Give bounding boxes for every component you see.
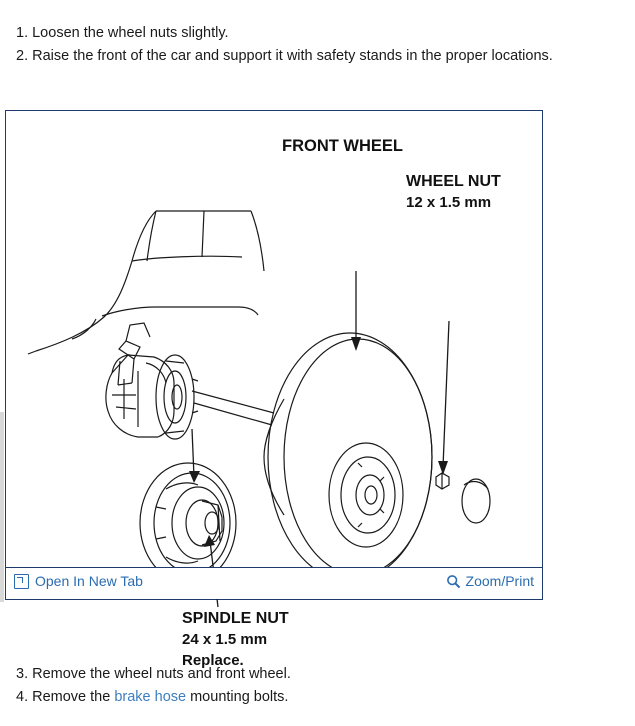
step-3: 3. Remove the wheel nuts and front wheel. [16, 666, 291, 682]
step-2: 2. Raise the front of the car and support it with safety stands in the proper locations. [16, 48, 553, 64]
wheel-nut-spec-label: 12 x 1.5 mm [406, 194, 492, 211]
open-in-new-tab-icon [14, 574, 29, 589]
step-4-suffix: mounting bolts. [186, 689, 289, 705]
spindle-nut-note-label: Replace. [182, 652, 244, 669]
figure-panel [5, 110, 543, 669]
steps-before-figure [0, 0, 635, 68]
step-1: 1. Loosen the wheel nuts slightly. [16, 25, 229, 41]
left-gray-strip [0, 412, 4, 602]
open-in-new-tab-label: Open In New Tab [35, 573, 143, 589]
spindle-nut-spec-label: 24 x 1.5 mm [182, 631, 268, 648]
spindle-nut-label: SPINDLE NUT [182, 610, 289, 627]
front-wheel-label: FRONT WHEEL [282, 137, 403, 155]
open-in-new-tab-button[interactable] [14, 573, 143, 589]
steps-after-figure [0, 663, 635, 709]
figure-toolbar [6, 567, 542, 599]
step-4-prefix: 4. Remove the [16, 689, 115, 705]
zoom-print-button[interactable] [446, 573, 534, 589]
step-4 [16, 686, 619, 709]
brake-hose-link[interactable]: brake hose [114, 689, 187, 705]
magnifier-icon [446, 574, 461, 589]
zoom-print-label: Zoom/Print [465, 573, 534, 589]
wheel-nut-label: WHEEL NUT [406, 173, 501, 190]
